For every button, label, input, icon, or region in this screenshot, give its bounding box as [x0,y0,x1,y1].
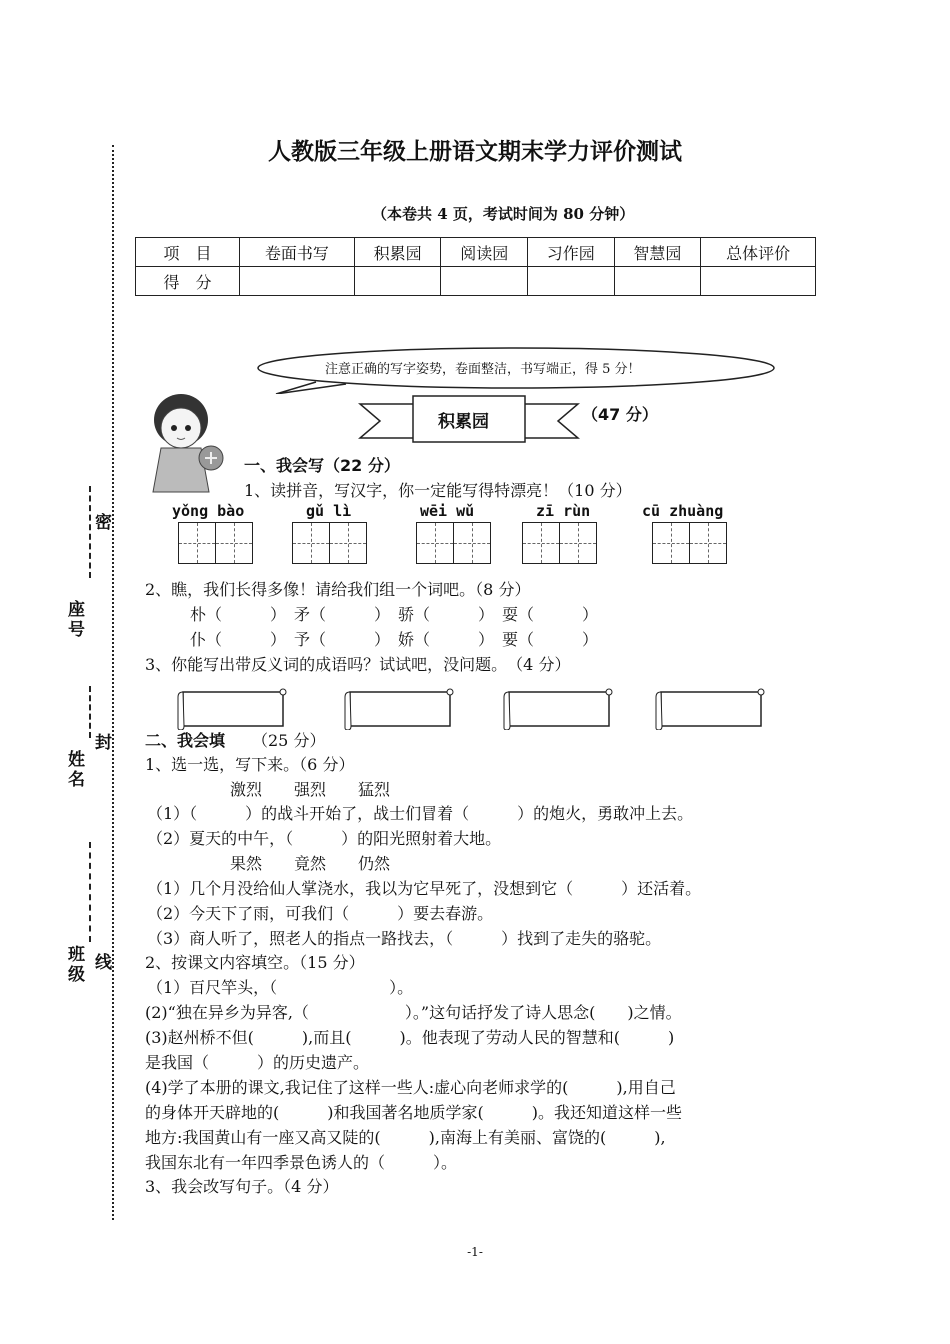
table-header-cell: 卷面书写 [240,238,355,267]
section2-points: （25 分） [252,731,326,750]
writing-cell[interactable] [179,523,216,563]
word-choices-1: 激烈 强烈 猛烈 [230,780,391,799]
sentence-4: （2）今天下了雨，可我们（ ）要去春游。 [147,904,494,923]
fill-2: (2)“独在异乡为异客,（ ）。”这句话抒发了诗人思念( )之情。 [145,1003,682,1022]
table-header-cell: 习作园 [527,238,614,267]
exam-subtitle: （本卷共 4 页，考试时间为 80 分钟） [372,205,635,223]
score-cell[interactable] [354,267,441,296]
writing-grid[interactable] [178,522,253,564]
score-table [135,237,816,296]
idiom-scroll[interactable] [344,688,456,730]
fill-4a: (4)学了本册的课文,我记住了这样一些人:虚心向老师求学的( ),用自己 [145,1078,676,1097]
table-header-cell: 总体评价 [701,238,816,267]
pinyin-4: zī rùn [536,502,591,520]
class-label [68,945,88,985]
fill-3: (3)赵州桥不但( ),而且( )。他表现了劳动人民的智慧和( ) [145,1028,675,1047]
writing-grid[interactable] [292,522,367,564]
q2-row-2: 仆（ ） 予（ ） 娇（ ） 要（ ） [190,630,599,649]
section1-heading: 一、我会写（22 分） [244,456,400,475]
word-choices-2: 果然 竟然 仍然 [230,854,391,873]
score-row-label: 得 分 [136,267,240,296]
score-cell[interactable] [527,267,614,296]
section2-q1: 1、选一选，写下来。（6 分） [145,755,355,774]
section1-q1: 1、读拼音，写汉字，你一定能写得特漂亮！（10 分） [244,481,632,500]
section2-heading: 二、我会填 [145,731,226,750]
name-label-text: 姓名 [68,750,85,790]
fill-4c: 地方:我国黄山有一座又高又陡的( ),南海上有美丽、富饶的( ), [145,1128,666,1147]
idiom-scroll[interactable] [655,688,767,730]
fill-3b: 是我国（ ）的历史遗产。 [145,1053,370,1072]
idiom-scroll[interactable] [177,688,289,730]
name-dash-line [89,686,91,738]
writing-cell[interactable] [690,523,726,563]
class-dash-line [89,842,91,942]
pinyin-3: wēi wǔ [420,502,475,520]
idiom-scroll[interactable] [503,688,615,730]
sentence-3: （1）几个月没给仙人掌浇水，我以为它早死了，没想到它（ ）还活着。 [147,879,702,898]
score-table-score-row [136,267,816,296]
binding-dotted-line [112,145,114,1220]
section1-points: （47 分） [582,405,658,424]
table-header-cell: 积累园 [354,238,441,267]
writing-cell[interactable] [216,523,252,563]
sentence-1: （1）（ ）的战斗开始了，战士们冒着（ ）的炮火，勇敢冲上去。 [147,804,694,823]
section1-q2: 2、瞧，我们长得多像！请给我们组一个词吧。（8 分） [145,580,531,599]
writing-cell[interactable] [454,523,490,563]
writing-grid[interactable] [416,522,491,564]
table-header-cell: 智慧园 [614,238,701,267]
banner-title: 积累园 [438,412,489,432]
fill-4b: 的身体开天辟地的( )和我国著名地质学家( )。我还知道这样一些 [145,1103,682,1122]
notice-text: 注意正确的写字姿势，卷面整洁，书写端正，得 5 分！ [325,362,641,377]
score-table-header-row [136,238,816,267]
class-label-text: 班级 [68,945,85,985]
pinyin-2: gǔ lì [306,502,352,520]
girl-illustration [143,388,233,493]
seal-char-xian: 线 [95,953,112,973]
sentence-5: （3）商人听了，照老人的指点一路找去，（ ）找到了走失的骆驼。 [147,929,662,948]
seat-dash-line [89,486,91,578]
section2-q2: 2、按课文内容填空。（15 分） [145,953,365,972]
table-header-cell: 项 目 [136,238,240,267]
exam-title: 人教版三年级上册语文期末学力评价测试 [268,139,682,165]
writing-cell[interactable] [560,523,596,563]
seal-char-feng: 封 [95,733,112,753]
seat-label-text: 座号 [68,600,85,640]
pinyin-5: cū zhuàng [642,502,724,520]
writing-cell[interactable] [653,523,690,563]
writing-cell[interactable] [293,523,330,563]
score-cell[interactable] [614,267,701,296]
writing-cell[interactable] [330,523,366,563]
table-header-cell: 阅读园 [441,238,528,267]
score-cell[interactable] [441,267,528,296]
writing-grid[interactable] [522,522,597,564]
fill-4d: 我国东北有一年四季景色诱人的（ ）。 [145,1153,458,1172]
pinyin-1: yǒng bào [172,502,245,520]
q2-row-1: 朴（ ） 矛（ ） 骄（ ） 耍（ ） [190,605,599,624]
writing-cell[interactable] [523,523,560,563]
seal-char-mi: 密 [95,513,112,533]
score-cell[interactable] [701,267,816,296]
name-label [68,750,88,790]
section1-q3: 3、你能写出带反义词的成语吗？试试吧，没问题。 （4 分） [145,655,571,674]
fill-1: （1）百尺竿头，（ ）。 [147,978,414,997]
writing-grid[interactable] [652,522,727,564]
score-cell[interactable] [240,267,355,296]
sentence-2: （2）夏天的中午，（ ）的阳光照射着大地。 [147,829,502,848]
writing-cell[interactable] [417,523,454,563]
section2-q3: 3、我会改写句子。（4 分） [145,1177,339,1196]
page-number: -1- [467,1245,483,1259]
seat-label [68,600,88,640]
